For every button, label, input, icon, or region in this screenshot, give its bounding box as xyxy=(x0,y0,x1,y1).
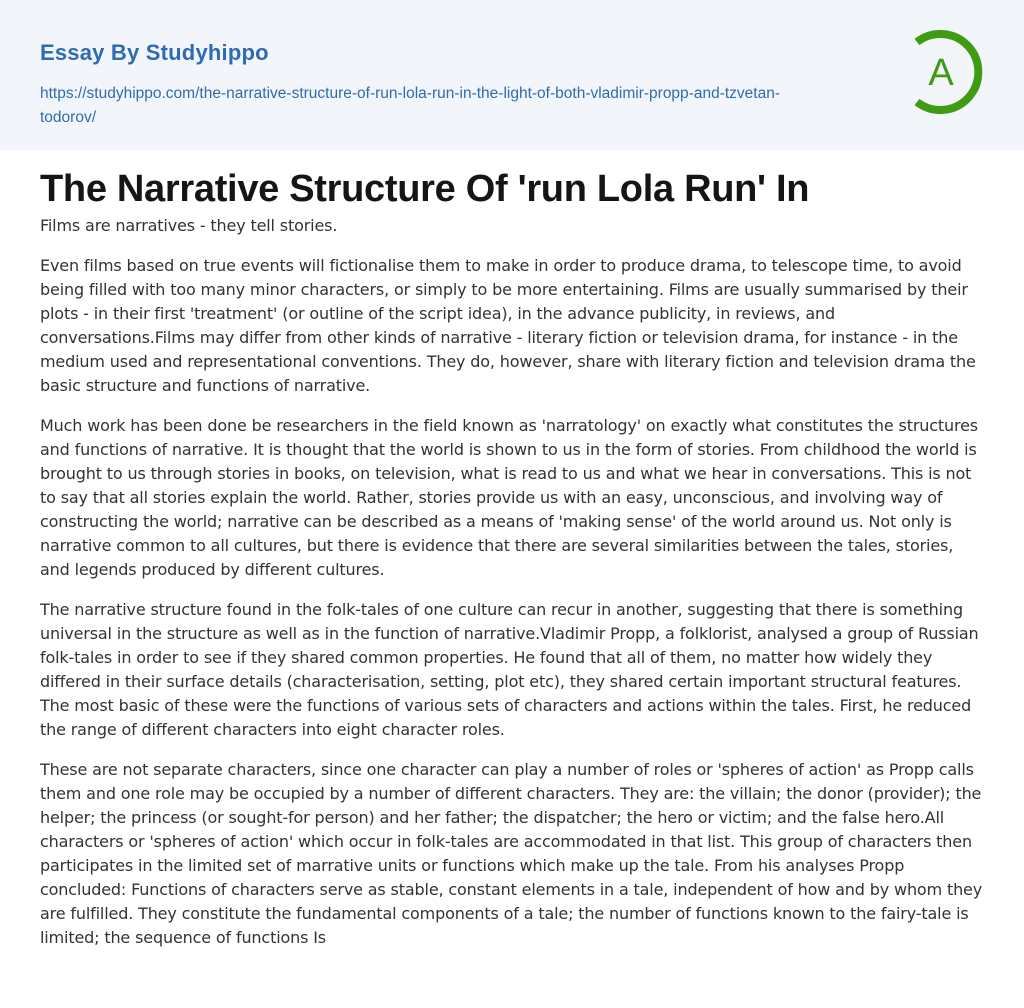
site-header xyxy=(0,0,1024,150)
article-title: The Narrative Structure Of 'run Lola Run' In xyxy=(40,168,810,210)
article xyxy=(0,150,1024,950)
source-url-link[interactable]: https://studyhippo.com/the-narrative-structure-of-run-lola-run-in-the-light-of-both-vladimir-propp-and-tzvetan-todorov/ xyxy=(40,85,780,126)
studyhippo-logo-icon xyxy=(905,28,989,116)
paragraph: Even films based on true events will fictionalise them to make in order to produce drama, to telescope time, to avoid being filled with too many minor characters, or simply to be more entertaining. Films are usually summarised by their plots - in their first 'treatment' (or outline of the script idea), in the advance publicity, in reviews, and conversations.Films may differ from other kinds of narrative - literary fiction or television drama, for instance - in the medium used and representational conventions. They do, however, share with literary fiction and television drama the basic structure and functions of narrative. xyxy=(40,256,976,395)
logo-letter: A xyxy=(928,52,954,94)
paragraph: Much work has been done be researchers in the field known as 'narratology' on exactly what constitutes the structures and functions of narrative. It is thought that the world is shown to us in the form of stories. From childhood the world is brought to us through stories in books, on television, what is read to us and what we hear in conversations. This is not to say that all stories explain the world. Rather, stories provide us with an easy, unconscious, and involving way of constructing the world; narrative can be described as a means of 'making sense' of the world around us. Not only is narrative common to all cultures, but there is evidence that there are several similarities between the tales, stories, and legends produced by different cultures. xyxy=(40,416,978,579)
paragraph: These are not separate characters, since one character can play a number of roles or 'spheres of action' as Propp calls them and one role may be occupied by a number of different characters. They are: the villain; the donor (provider); the helper; the princess (or sought-for person) and her father; the dispatcher; the hero or victim; and the false hero.All characters or 'spheres of action' which occur in folk-tales are accommodated in that list. This group of characters then participates in the limited set of marrative units or functions which make up the tale. From his analyses Propp concluded: Functions of characters serve as stable, constant elements in a tale, independent of how and by whom they are fulfilled. They constitute the fundamental components of a tale; the number of functions known to the fairy-tale is limited; the sequence of functions Is xyxy=(40,760,983,947)
brand-title: Essay By Studyhippo xyxy=(40,40,269,65)
paragraph: Films are narratives - they tell stories. xyxy=(40,216,338,235)
paragraph: The narrative structure found in the folk-tales of one culture can recur in another, suggesting that there is something universal in the structure as well as in the function of narrative.Vladimir Propp, a folklorist, analysed a group of Russian folk-tales in order to see if they shared common properties. He found that all of them, no matter how widely they differed in their surface details (characterisation, setting, plot etc), they shared certain important structural features. The most basic of these were the functions of various sets of characters and actions within the tales. First, he reduced the range of different characters into eight character roles. xyxy=(40,600,979,739)
